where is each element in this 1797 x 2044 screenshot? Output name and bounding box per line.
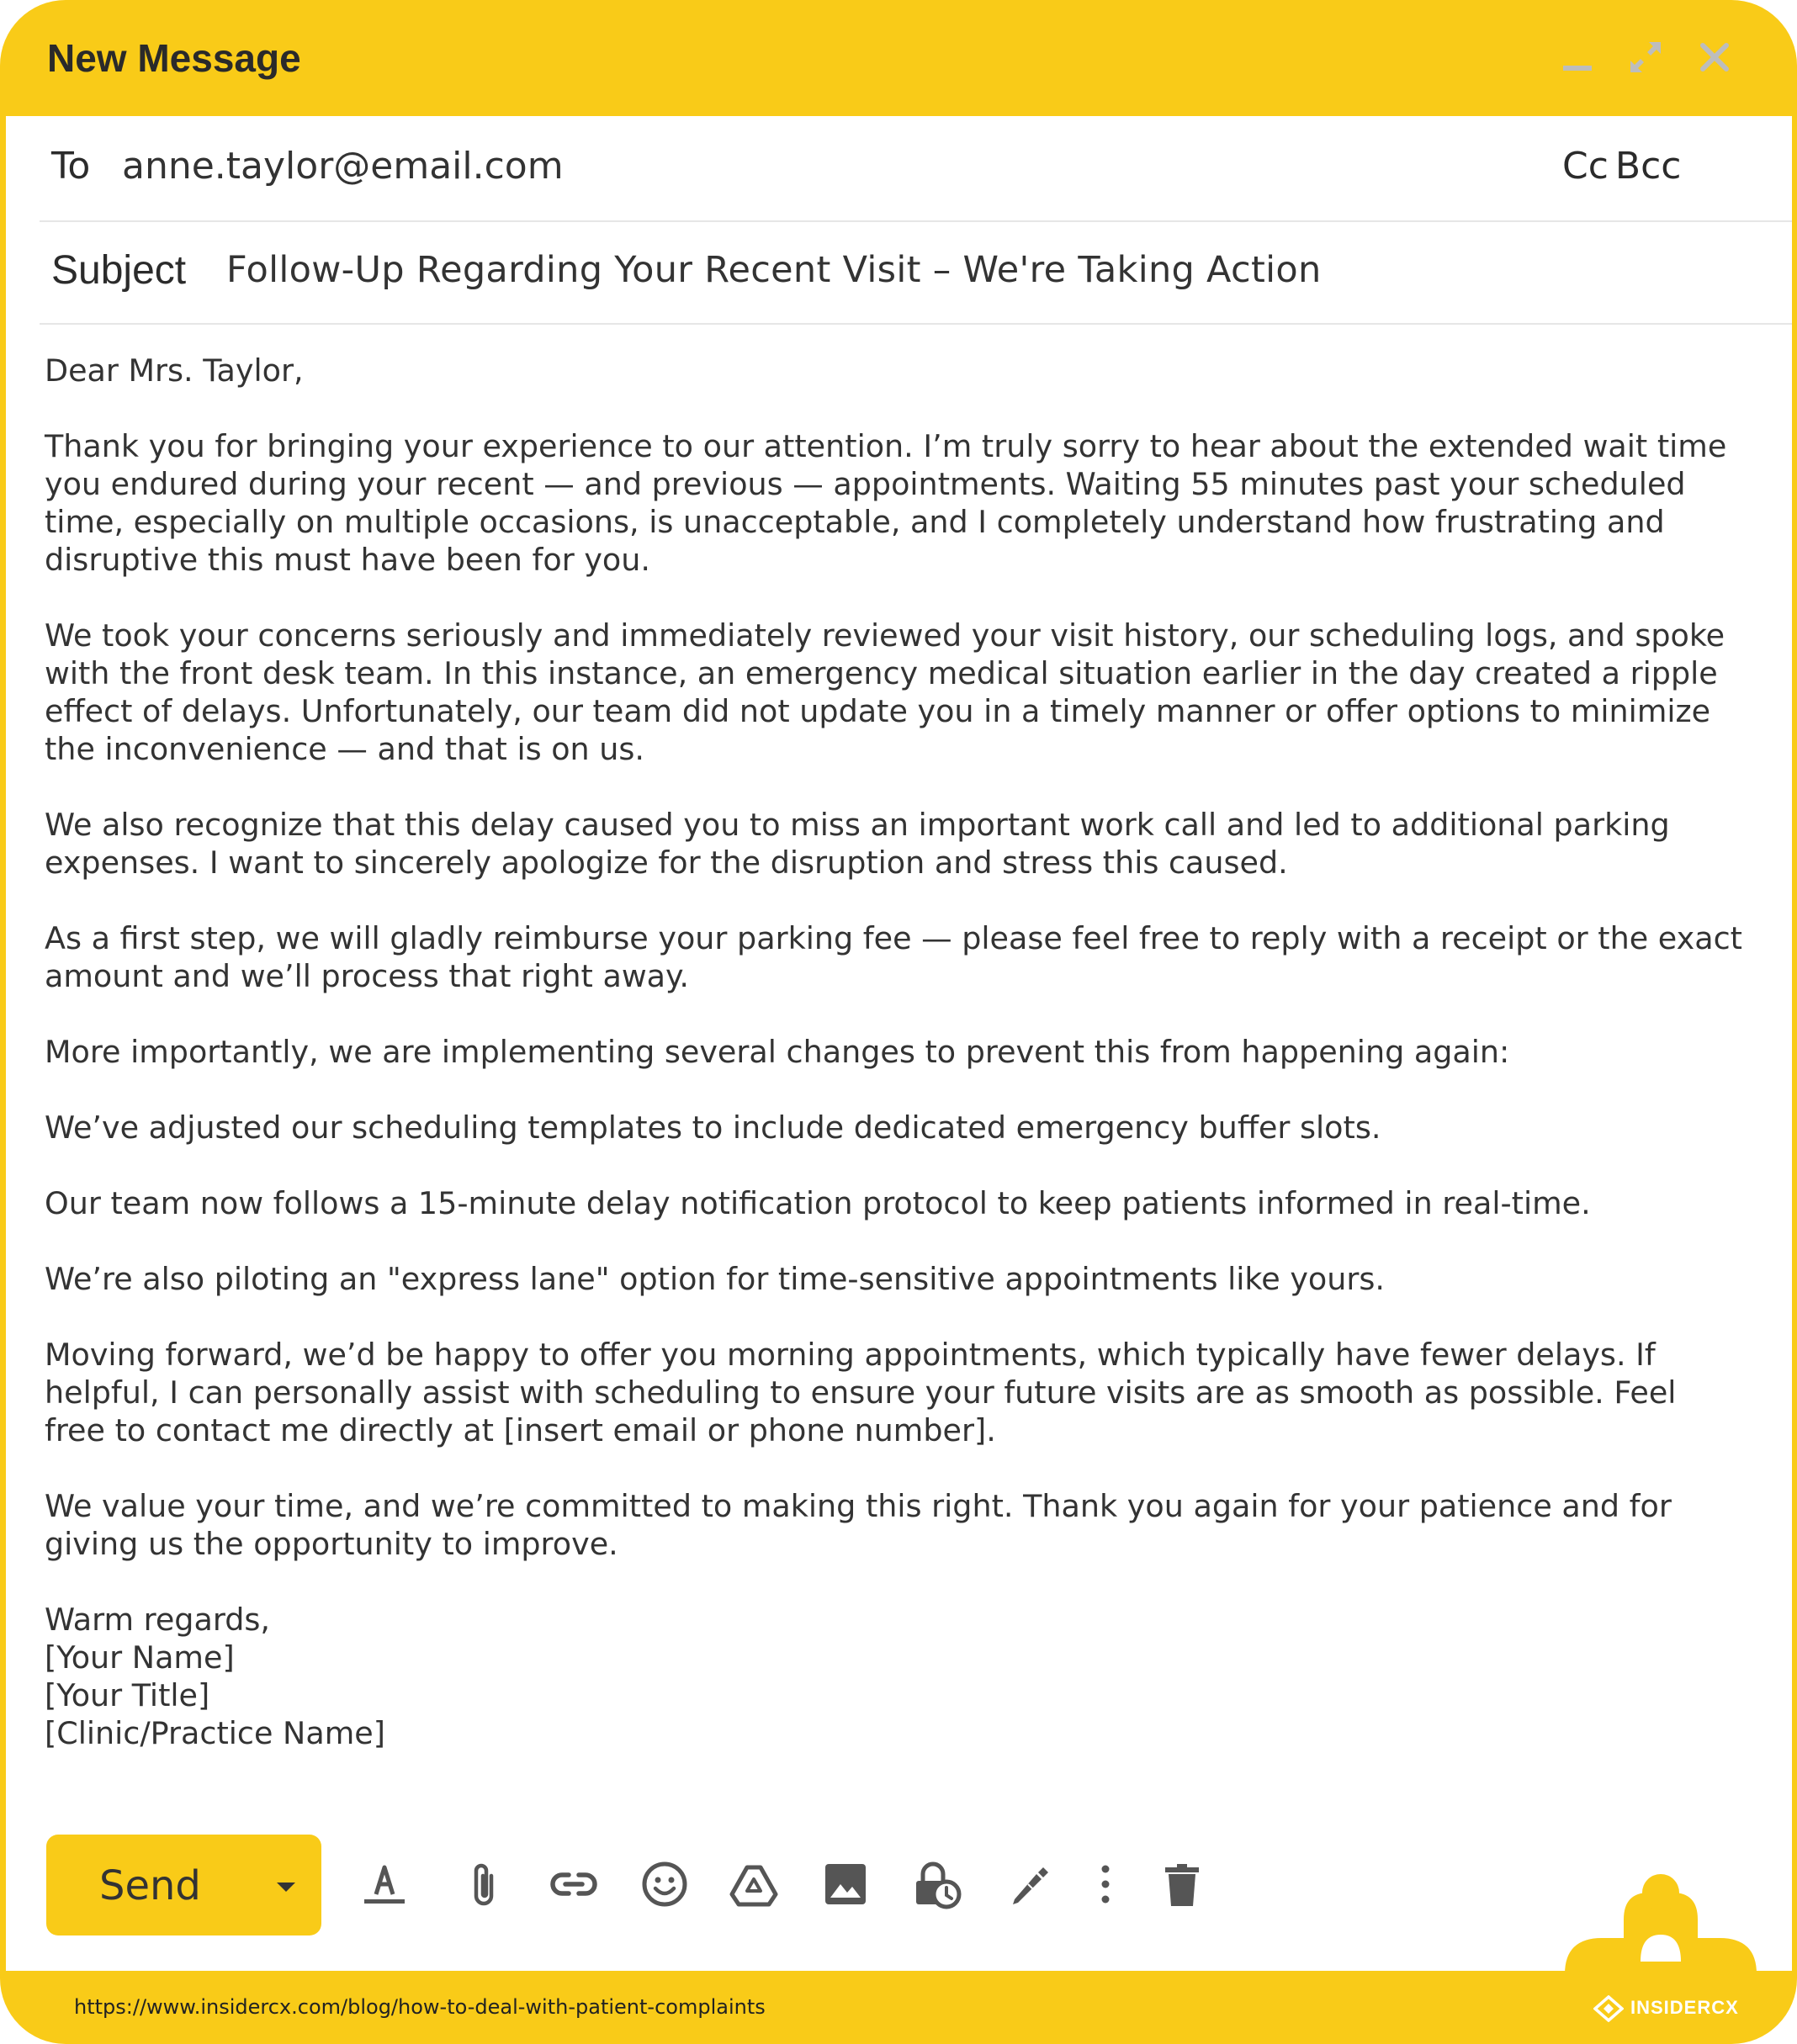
- body-paragraph: Moving forward, we’d be happy to offer you morning appointments, which typically have fewer delays. If helpful, I can personally assist with scheduling to ensure your future visits are as smooth as possible. Feel free to contact me directly at [insert email or phone number].: [45, 1337, 1677, 1448]
- text-format-icon[interactable]: [358, 1857, 411, 1911]
- minimize-icon[interactable]: [1558, 37, 1598, 77]
- drive-icon[interactable]: [727, 1857, 781, 1911]
- body-paragraph: We’ve adjusted our scheduling templates to include dedicated emergency buffer slots.: [45, 1109, 1381, 1146]
- body-paragraph: More importantly, we are implementing several changes to prevent this from happening again:: [45, 1034, 1510, 1070]
- bcc-link[interactable]: Bcc: [1614, 145, 1682, 188]
- to-field[interactable]: anne.taylor@email.com: [122, 145, 564, 188]
- subject-field[interactable]: Follow-Up Regarding Your Recent Visit – We're Taking Action: [226, 249, 1322, 291]
- brand-mark-icon: [1593, 1995, 1624, 2022]
- footer-url: https://www.insidercx.com/blog/how-to-deal-with-patient-complaints: [74, 1995, 766, 2019]
- brand-decoration: [1556, 1869, 1765, 1974]
- body-paragraph: Thank you for bringing your experience to our attention. I’m truly sorry to hear about the extended wait time you endured during your recent — and previous — appointments. Waiting 55 minutes past your scheduled time, especially on multiple occasions, is unacceptable, and I completely understand how frustrating and disruptive this must have been for you.: [45, 428, 1727, 578]
- send-label: Send: [99, 1862, 201, 1909]
- close-icon[interactable]: [1694, 37, 1735, 77]
- to-row: [40, 116, 1792, 222]
- subject-row: [40, 220, 1792, 325]
- signature-line: [Your Title]: [45, 1677, 210, 1713]
- more-options-icon[interactable]: [1079, 1857, 1132, 1911]
- body-paragraph: We value your time, and we’re committed to making this right. Thank you again for your patience and for giving us the opportunity to improve.: [45, 1488, 1672, 1562]
- image-icon[interactable]: [819, 1857, 872, 1911]
- link-icon[interactable]: [547, 1857, 601, 1911]
- cc-bcc-links: [1562, 145, 1688, 188]
- to-label: To: [51, 145, 91, 188]
- subject-label: Subject: [51, 248, 187, 293]
- expand-icon[interactable]: [1625, 37, 1666, 77]
- compose-toolbar: [6, 1815, 1792, 1933]
- signature-line: [Your Name]: [45, 1639, 235, 1676]
- title-bar: [0, 0, 1797, 116]
- signature-line: [Clinic/Practice Name]: [45, 1715, 385, 1751]
- delete-icon[interactable]: [1155, 1857, 1209, 1911]
- body-paragraph: As a first step, we will gladly reimburse your parking fee — please feel free to reply with a receipt or the exact amount and we’ll process that right away.: [45, 920, 1742, 994]
- body-paragraph: Our team now follows a 15-minute delay notification protocol to keep patients informed in real-time.: [45, 1185, 1591, 1221]
- confidential-mode-icon[interactable]: [909, 1857, 963, 1911]
- greeting: Dear Mrs. Taylor,: [45, 352, 304, 389]
- body-paragraph: We took your concerns seriously and immediately reviewed your visit history, our scheduling logs, and spoke with the front desk team. In this instance, an emergency medical situation earlier in the day created a ripple effect of delays. Unfortunately, our team did not update you in a timely manner or offer options to minimize the inconvenience — and that is on us.: [45, 617, 1725, 767]
- signature-line: Warm regards,: [45, 1602, 270, 1638]
- body-paragraph: We also recognize that this delay caused you to miss an important work call and led to additional parking expenses. I want to sincerely apologize for the disruption and stress this caused.: [45, 807, 1670, 881]
- message-body[interactable]: [45, 352, 1744, 1752]
- emoji-icon[interactable]: [638, 1857, 692, 1911]
- compose-panel: [6, 116, 1792, 1971]
- brand-name: INSIDERCX: [1630, 1997, 1739, 2018]
- send-button[interactable]: [46, 1835, 321, 1935]
- attach-icon[interactable]: [458, 1857, 512, 1911]
- window-title: New Message: [47, 36, 301, 80]
- send-options-chevron-down-icon[interactable]: [273, 1878, 299, 1895]
- signature-icon[interactable]: [1003, 1857, 1057, 1911]
- cc-link[interactable]: Cc: [1562, 145, 1609, 188]
- body-paragraph: We’re also piloting an "express lane" option for time-sensitive appointments like yours.: [45, 1261, 1386, 1297]
